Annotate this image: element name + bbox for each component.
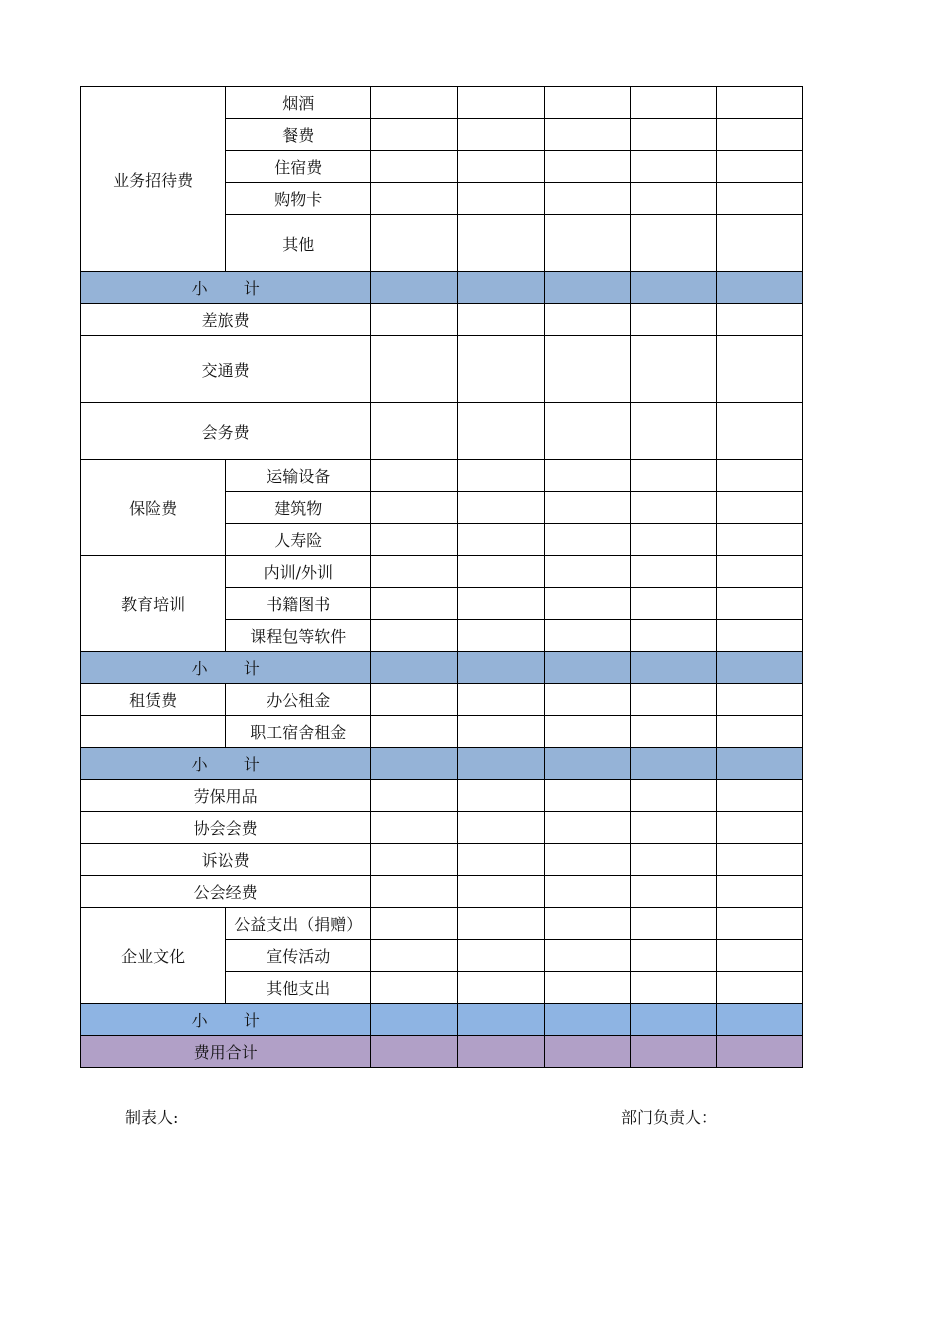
value-cell[interactable]	[544, 748, 630, 780]
value-cell[interactable]	[630, 87, 716, 119]
value-cell[interactable]	[458, 780, 544, 812]
value-cell[interactable]	[371, 812, 458, 844]
subtotal-label	[81, 1004, 371, 1036]
value-cell[interactable]	[630, 151, 716, 183]
value-cell[interactable]	[544, 183, 630, 215]
subtotal-label-right: 计	[243, 1011, 260, 1030]
value-cell[interactable]	[630, 524, 716, 556]
value-cell[interactable]	[544, 812, 630, 844]
item-cell: 人寿险	[226, 524, 371, 556]
subtotal-row	[81, 652, 803, 684]
value-cell[interactable]	[630, 272, 716, 304]
value-cell[interactable]	[716, 492, 802, 524]
value-cell[interactable]	[371, 151, 458, 183]
value-cell[interactable]	[544, 972, 630, 1004]
table-row	[81, 460, 803, 492]
subtotal-label-right: 计	[243, 659, 260, 678]
subtotal-label	[81, 652, 371, 684]
item-cell: 差旅费	[81, 304, 371, 336]
value-cell[interactable]	[716, 716, 802, 748]
value-cell[interactable]	[716, 524, 802, 556]
value-cell[interactable]	[458, 652, 544, 684]
value-cell[interactable]	[630, 304, 716, 336]
value-cell[interactable]	[371, 1036, 458, 1068]
table-row	[81, 304, 803, 336]
subtotal-row	[81, 1004, 803, 1036]
item-cell: 交通费	[81, 336, 371, 403]
item-cell: 会务费	[81, 403, 371, 460]
value-cell[interactable]	[458, 812, 544, 844]
value-cell[interactable]	[544, 940, 630, 972]
value-cell[interactable]	[630, 908, 716, 940]
value-cell[interactable]	[716, 876, 802, 908]
subtotal-row	[81, 272, 803, 304]
item-cell: 协会会费	[81, 812, 371, 844]
value-cell[interactable]	[544, 1004, 630, 1036]
value-cell[interactable]	[630, 183, 716, 215]
table-row	[81, 780, 803, 812]
subtotal-label-left: 小	[191, 1011, 208, 1030]
value-cell[interactable]	[458, 336, 544, 403]
value-cell[interactable]	[716, 684, 802, 716]
preparer-label: 制表人:	[125, 1108, 179, 1127]
value-cell[interactable]	[630, 1036, 716, 1068]
table-row	[81, 716, 803, 748]
value-cell[interactable]	[716, 336, 802, 403]
value-cell[interactable]	[630, 972, 716, 1004]
value-cell[interactable]	[544, 403, 630, 460]
value-cell[interactable]	[544, 87, 630, 119]
value-cell[interactable]	[458, 844, 544, 876]
value-cell[interactable]	[371, 684, 458, 716]
item-cell: 烟酒	[226, 87, 371, 119]
value-cell[interactable]	[630, 336, 716, 403]
subtotal-label-left: 小	[191, 659, 208, 678]
value-cell[interactable]	[630, 588, 716, 620]
item-cell: 公益支出（捐赠）	[226, 908, 371, 940]
value-cell[interactable]	[544, 556, 630, 588]
subtotal-label	[81, 272, 371, 304]
value-cell[interactable]	[544, 272, 630, 304]
value-cell[interactable]	[458, 183, 544, 215]
value-cell[interactable]	[458, 908, 544, 940]
subtotal-label-left: 小	[191, 755, 208, 774]
value-cell[interactable]	[716, 780, 802, 812]
value-cell[interactable]	[630, 876, 716, 908]
item-cell: 职工宿舍租金	[226, 716, 371, 748]
value-cell[interactable]	[630, 492, 716, 524]
category-cell: 企业文化	[81, 908, 226, 1004]
value-cell[interactable]	[371, 87, 458, 119]
table-row	[81, 876, 803, 908]
value-cell[interactable]	[544, 716, 630, 748]
value-cell[interactable]	[458, 716, 544, 748]
value-cell[interactable]	[371, 908, 458, 940]
value-cell[interactable]	[544, 876, 630, 908]
value-cell[interactable]	[544, 652, 630, 684]
value-cell[interactable]	[458, 524, 544, 556]
value-cell[interactable]	[458, 620, 544, 652]
value-cell[interactable]	[371, 972, 458, 1004]
value-cell[interactable]	[630, 748, 716, 780]
value-cell[interactable]	[371, 620, 458, 652]
item-cell: 办公租金	[226, 684, 371, 716]
value-cell[interactable]	[716, 620, 802, 652]
value-cell[interactable]	[544, 588, 630, 620]
item-cell: 诉讼费	[81, 844, 371, 876]
table-row	[81, 684, 803, 716]
value-cell[interactable]	[716, 556, 802, 588]
value-cell[interactable]	[458, 304, 544, 336]
value-cell[interactable]	[458, 215, 544, 272]
value-cell[interactable]	[630, 215, 716, 272]
value-cell[interactable]	[544, 684, 630, 716]
value-cell[interactable]	[716, 652, 802, 684]
value-cell[interactable]	[458, 151, 544, 183]
category-cell-empty	[81, 716, 226, 748]
value-cell[interactable]	[371, 780, 458, 812]
value-cell[interactable]	[716, 460, 802, 492]
item-cell: 劳保用品	[81, 780, 371, 812]
category-cell: 保险费	[81, 460, 226, 556]
value-cell[interactable]	[458, 748, 544, 780]
value-cell[interactable]	[371, 492, 458, 524]
table-row	[81, 908, 803, 940]
value-cell[interactable]	[544, 620, 630, 652]
value-cell[interactable]	[630, 1004, 716, 1036]
value-cell[interactable]	[716, 119, 802, 151]
value-cell[interactable]	[458, 940, 544, 972]
value-cell[interactable]	[371, 1004, 458, 1036]
value-cell[interactable]	[716, 1004, 802, 1036]
total-row	[81, 1036, 803, 1068]
item-cell: 建筑物	[226, 492, 371, 524]
value-cell[interactable]	[630, 684, 716, 716]
value-cell[interactable]	[544, 492, 630, 524]
table-row	[81, 87, 803, 119]
total-label: 费用合计	[81, 1036, 371, 1068]
value-cell[interactable]	[371, 304, 458, 336]
table-row	[81, 403, 803, 460]
value-cell[interactable]	[371, 524, 458, 556]
value-cell[interactable]	[458, 684, 544, 716]
value-cell[interactable]	[371, 460, 458, 492]
value-cell[interactable]	[716, 940, 802, 972]
value-cell[interactable]	[716, 215, 802, 272]
item-cell: 公会经费	[81, 876, 371, 908]
value-cell[interactable]	[716, 304, 802, 336]
item-cell: 运输设备	[226, 460, 371, 492]
value-cell[interactable]	[458, 119, 544, 151]
value-cell[interactable]	[544, 119, 630, 151]
value-cell[interactable]	[371, 588, 458, 620]
category-cell: 租赁费	[81, 684, 226, 716]
table-row	[81, 556, 803, 588]
value-cell[interactable]	[630, 780, 716, 812]
value-cell[interactable]	[371, 940, 458, 972]
item-cell: 其他支出	[226, 972, 371, 1004]
value-cell[interactable]	[630, 940, 716, 972]
value-cell[interactable]	[371, 844, 458, 876]
subtotal-label	[81, 748, 371, 780]
value-cell[interactable]	[458, 972, 544, 1004]
value-cell[interactable]	[716, 588, 802, 620]
value-cell[interactable]	[458, 272, 544, 304]
subtotal-label-left: 小	[191, 279, 208, 298]
item-cell: 内训/外训	[226, 556, 371, 588]
value-cell[interactable]	[371, 272, 458, 304]
value-cell[interactable]	[458, 87, 544, 119]
dept-head-label: 部门负责人：	[621, 1108, 718, 1127]
expense-table	[80, 86, 803, 1068]
value-cell[interactable]	[544, 336, 630, 403]
item-cell: 宣传活动	[226, 940, 371, 972]
value-cell[interactable]	[716, 972, 802, 1004]
value-cell[interactable]	[371, 876, 458, 908]
value-cell[interactable]	[716, 151, 802, 183]
value-cell[interactable]	[371, 748, 458, 780]
value-cell[interactable]	[544, 908, 630, 940]
item-cell: 餐费	[226, 119, 371, 151]
value-cell[interactable]	[716, 908, 802, 940]
value-cell[interactable]	[544, 844, 630, 876]
value-cell[interactable]	[630, 556, 716, 588]
item-cell: 书籍图书	[226, 588, 371, 620]
value-cell[interactable]	[458, 876, 544, 908]
value-cell[interactable]	[458, 1036, 544, 1068]
category-cell: 教育培训	[81, 556, 226, 652]
value-cell[interactable]	[544, 1036, 630, 1068]
category-cell: 业务招待费	[81, 87, 226, 272]
value-cell[interactable]	[458, 1004, 544, 1036]
value-cell[interactable]	[458, 492, 544, 524]
value-cell[interactable]	[630, 403, 716, 460]
value-cell[interactable]	[630, 652, 716, 684]
value-cell[interactable]	[371, 403, 458, 460]
value-cell[interactable]	[371, 336, 458, 403]
value-cell[interactable]	[716, 812, 802, 844]
value-cell[interactable]	[371, 215, 458, 272]
value-cell[interactable]	[716, 183, 802, 215]
value-cell[interactable]	[458, 403, 544, 460]
value-cell[interactable]	[630, 620, 716, 652]
value-cell[interactable]	[544, 151, 630, 183]
value-cell[interactable]	[716, 1036, 802, 1068]
value-cell[interactable]	[371, 556, 458, 588]
value-cell[interactable]	[630, 812, 716, 844]
value-cell[interactable]	[544, 460, 630, 492]
value-cell[interactable]	[544, 524, 630, 556]
value-cell[interactable]	[716, 844, 802, 876]
value-cell[interactable]	[716, 403, 802, 460]
value-cell[interactable]	[371, 119, 458, 151]
value-cell[interactable]	[630, 460, 716, 492]
value-cell[interactable]	[458, 556, 544, 588]
table-row	[81, 844, 803, 876]
value-cell[interactable]	[630, 119, 716, 151]
value-cell[interactable]	[630, 716, 716, 748]
value-cell[interactable]	[716, 272, 802, 304]
value-cell[interactable]	[371, 716, 458, 748]
value-cell[interactable]	[716, 748, 802, 780]
table-row	[81, 812, 803, 844]
value-cell[interactable]	[371, 183, 458, 215]
value-cell[interactable]	[716, 87, 802, 119]
value-cell[interactable]	[458, 588, 544, 620]
item-cell: 住宿费	[226, 151, 371, 183]
value-cell[interactable]	[544, 215, 630, 272]
item-cell: 购物卡	[226, 183, 371, 215]
table-row	[81, 336, 803, 403]
value-cell[interactable]	[544, 304, 630, 336]
item-cell: 其他	[226, 215, 371, 272]
subtotal-row	[81, 748, 803, 780]
value-cell[interactable]	[544, 780, 630, 812]
value-cell[interactable]	[371, 652, 458, 684]
subtotal-label-right: 计	[243, 279, 260, 298]
value-cell[interactable]	[630, 844, 716, 876]
value-cell[interactable]	[458, 460, 544, 492]
subtotal-label-right: 计	[243, 755, 260, 774]
item-cell: 课程包等软件	[226, 620, 371, 652]
